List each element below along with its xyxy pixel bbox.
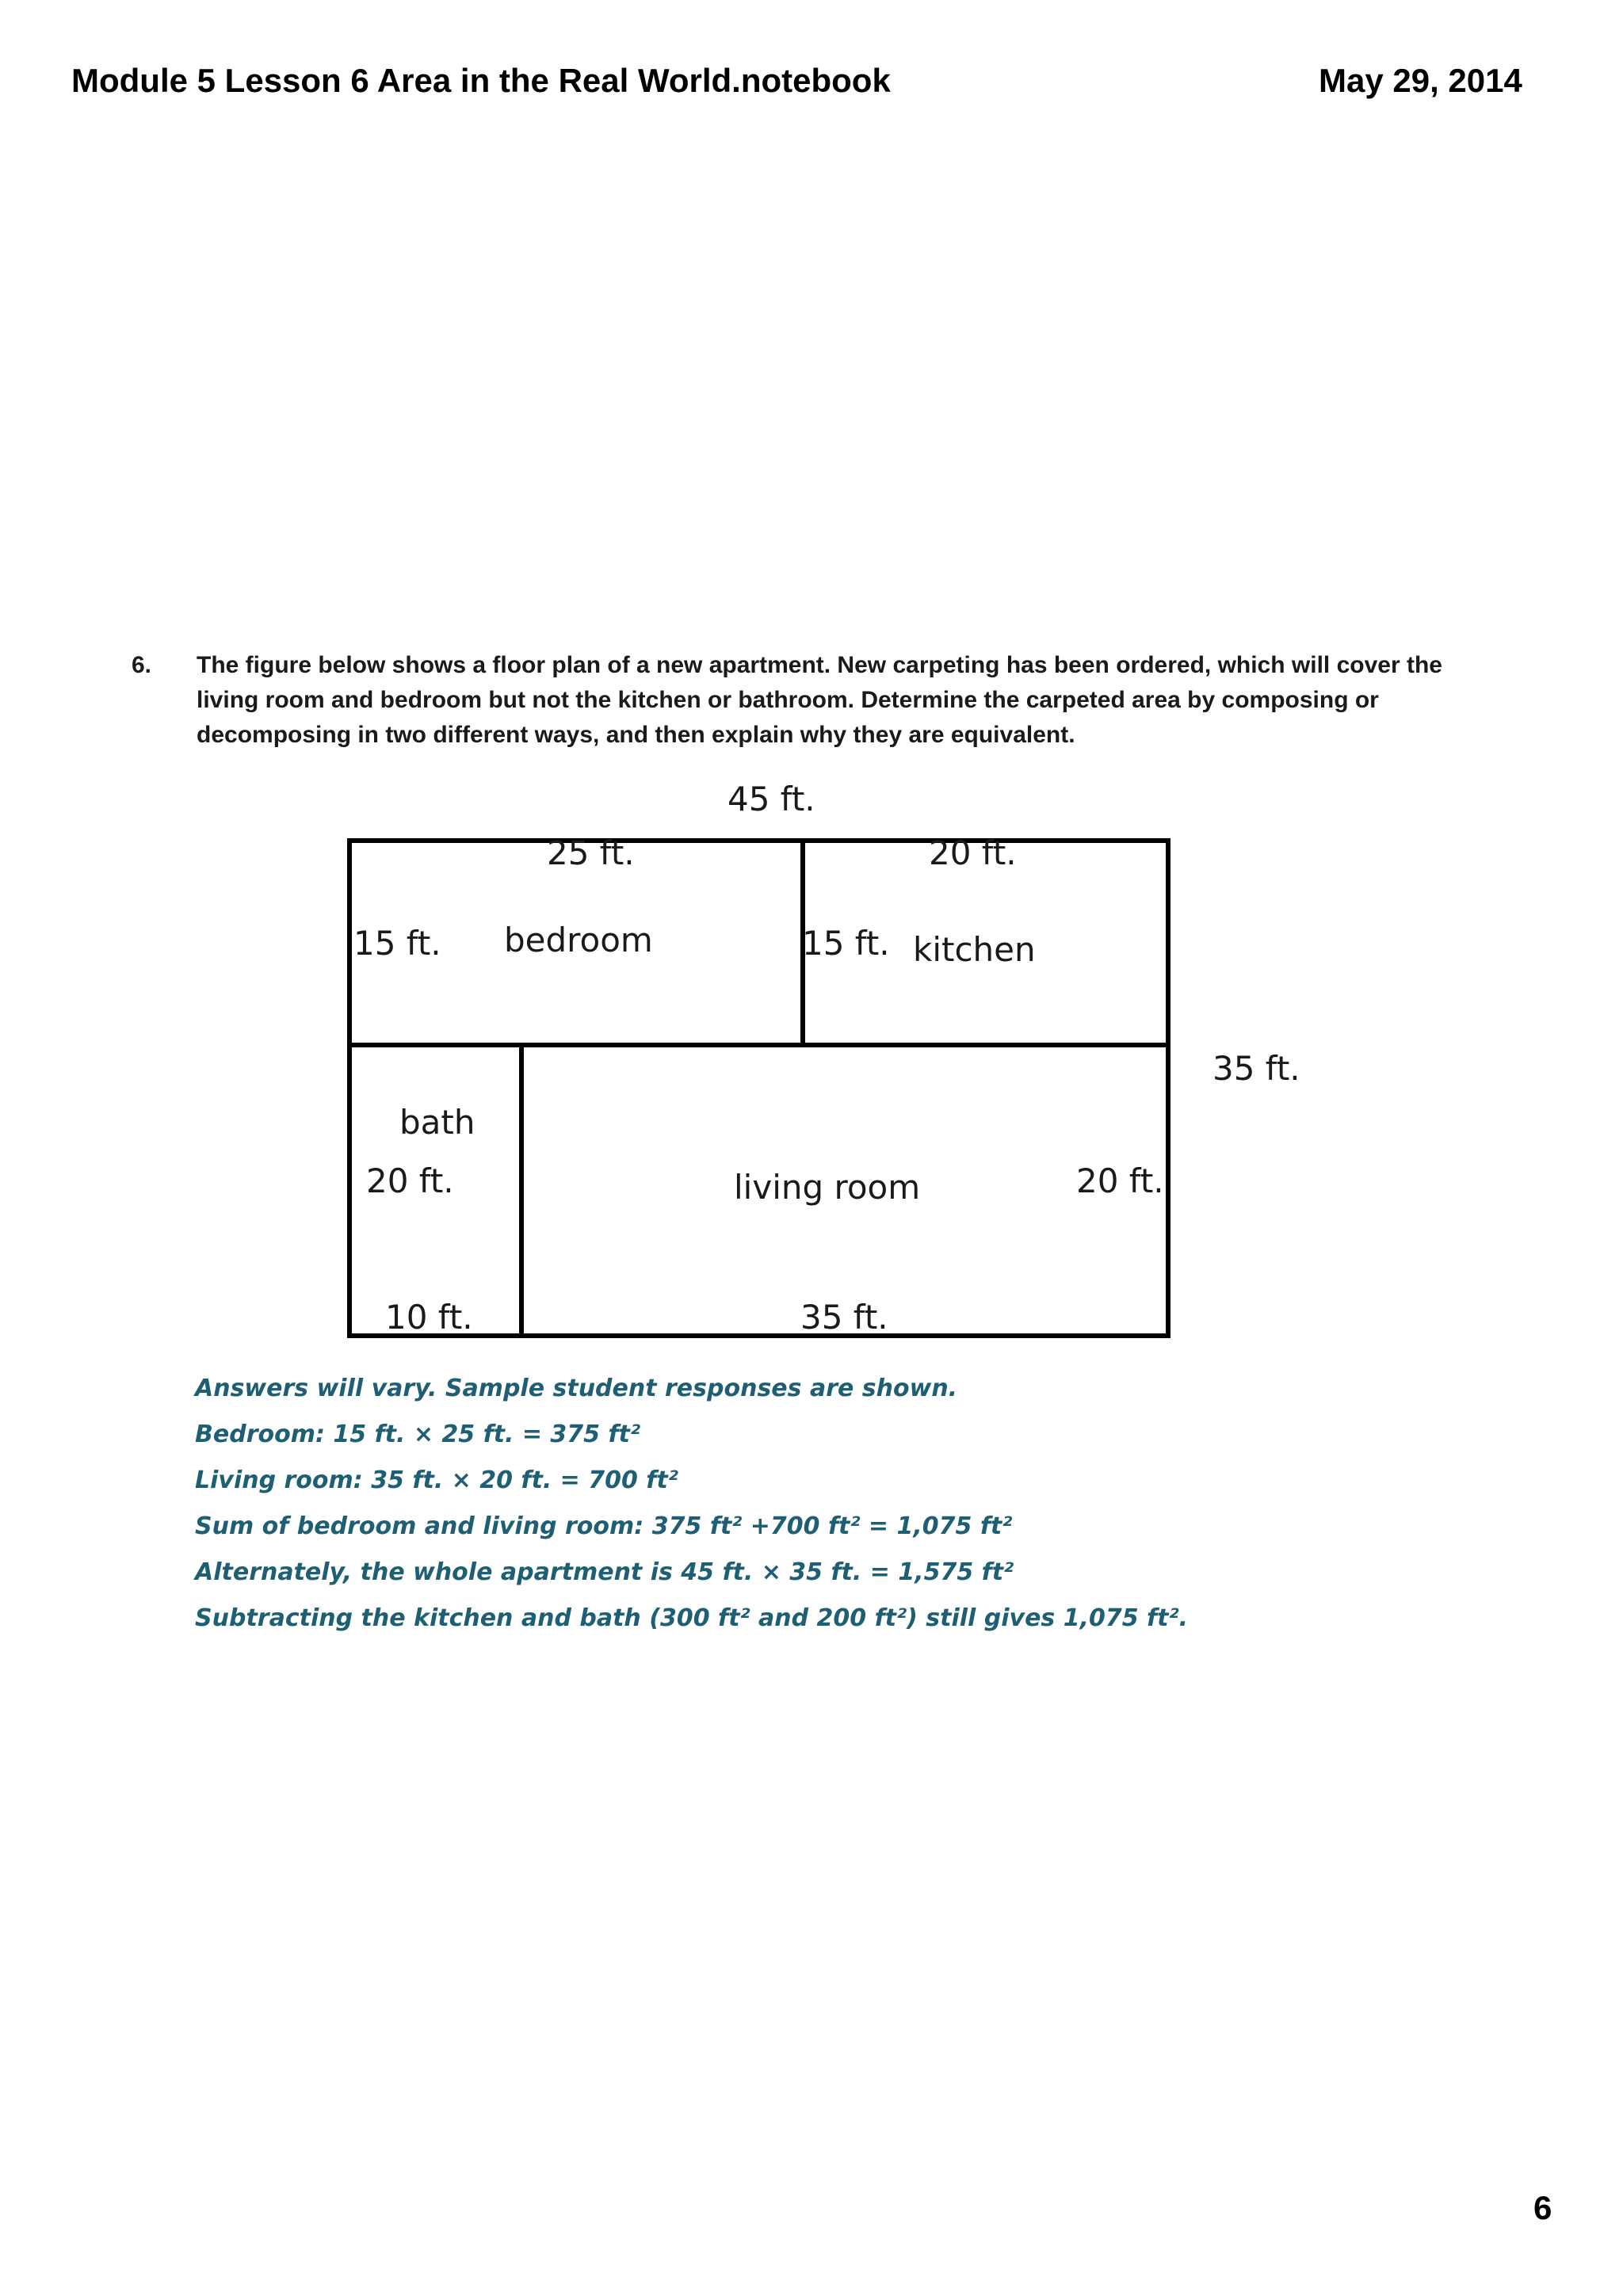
answer-line: Answers will vary. Sample student responses are shown. xyxy=(195,1375,958,1402)
notebook-title: Module 5 Lesson 6 Area in the Real World.notebook xyxy=(71,62,891,99)
answer-line: Bedroom: 15 ft. × 25 ft. = 375 ft² xyxy=(195,1421,641,1448)
bath-name: bath xyxy=(399,1103,475,1142)
bath-height-label: 20 ft. xyxy=(366,1161,454,1200)
kitchen-height-label: 15 ft. xyxy=(802,924,890,963)
page-date: May 29, 2014 xyxy=(1319,62,1522,99)
outer-wall-right xyxy=(1166,838,1170,1338)
page-number: 6 xyxy=(1533,2189,1552,2226)
total-height-label: 35 ft. xyxy=(1212,1049,1300,1088)
kitchen-name: kitchen xyxy=(913,930,1036,969)
wall-horizontal-middle xyxy=(347,1043,1170,1047)
outer-wall-left xyxy=(347,838,352,1338)
bedroom-name: bedroom xyxy=(504,921,653,959)
answer-line: Sum of bedroom and living room: 375 ft² +700 ft² = 1,075 ft² xyxy=(195,1512,1013,1540)
answer-line: Alternately, the whole apartment is 45 ft. × 35 ft. = 1,575 ft² xyxy=(195,1558,1014,1586)
sample-answers xyxy=(195,1366,1188,1642)
wall-bath-living xyxy=(519,1043,524,1338)
problem-number: 6. xyxy=(132,652,152,678)
bedroom-width-label: 25 ft. xyxy=(547,833,635,872)
kitchen-width-label: 20 ft. xyxy=(929,833,1017,872)
bedroom-height-label: 15 ft. xyxy=(353,924,441,963)
total-width-label: 45 ft. xyxy=(727,780,815,818)
living-room-width-label: 35 ft. xyxy=(800,1298,888,1337)
living-room-name: living room xyxy=(734,1168,921,1207)
bath-width-label: 10 ft. xyxy=(385,1298,473,1337)
outer-wall-top xyxy=(347,838,1170,843)
answer-line: Living room: 35 ft. × 20 ft. = 700 ft² xyxy=(195,1466,678,1494)
answer-line: Subtracting the kitchen and bath (300 ft² and 200 ft²) still gives 1,075 ft². xyxy=(195,1604,1188,1632)
problem-text: The figure below shows a floor plan of a new apartment. New carpeting has been ordered, which will cover the living room and bedroom but not the kitchen or bathroom. Determine the carpeted area by composing or decomposing in two different ways, and then explain why they are equivalent. xyxy=(197,652,1442,748)
living-room-height-label: 20 ft. xyxy=(1076,1161,1164,1200)
